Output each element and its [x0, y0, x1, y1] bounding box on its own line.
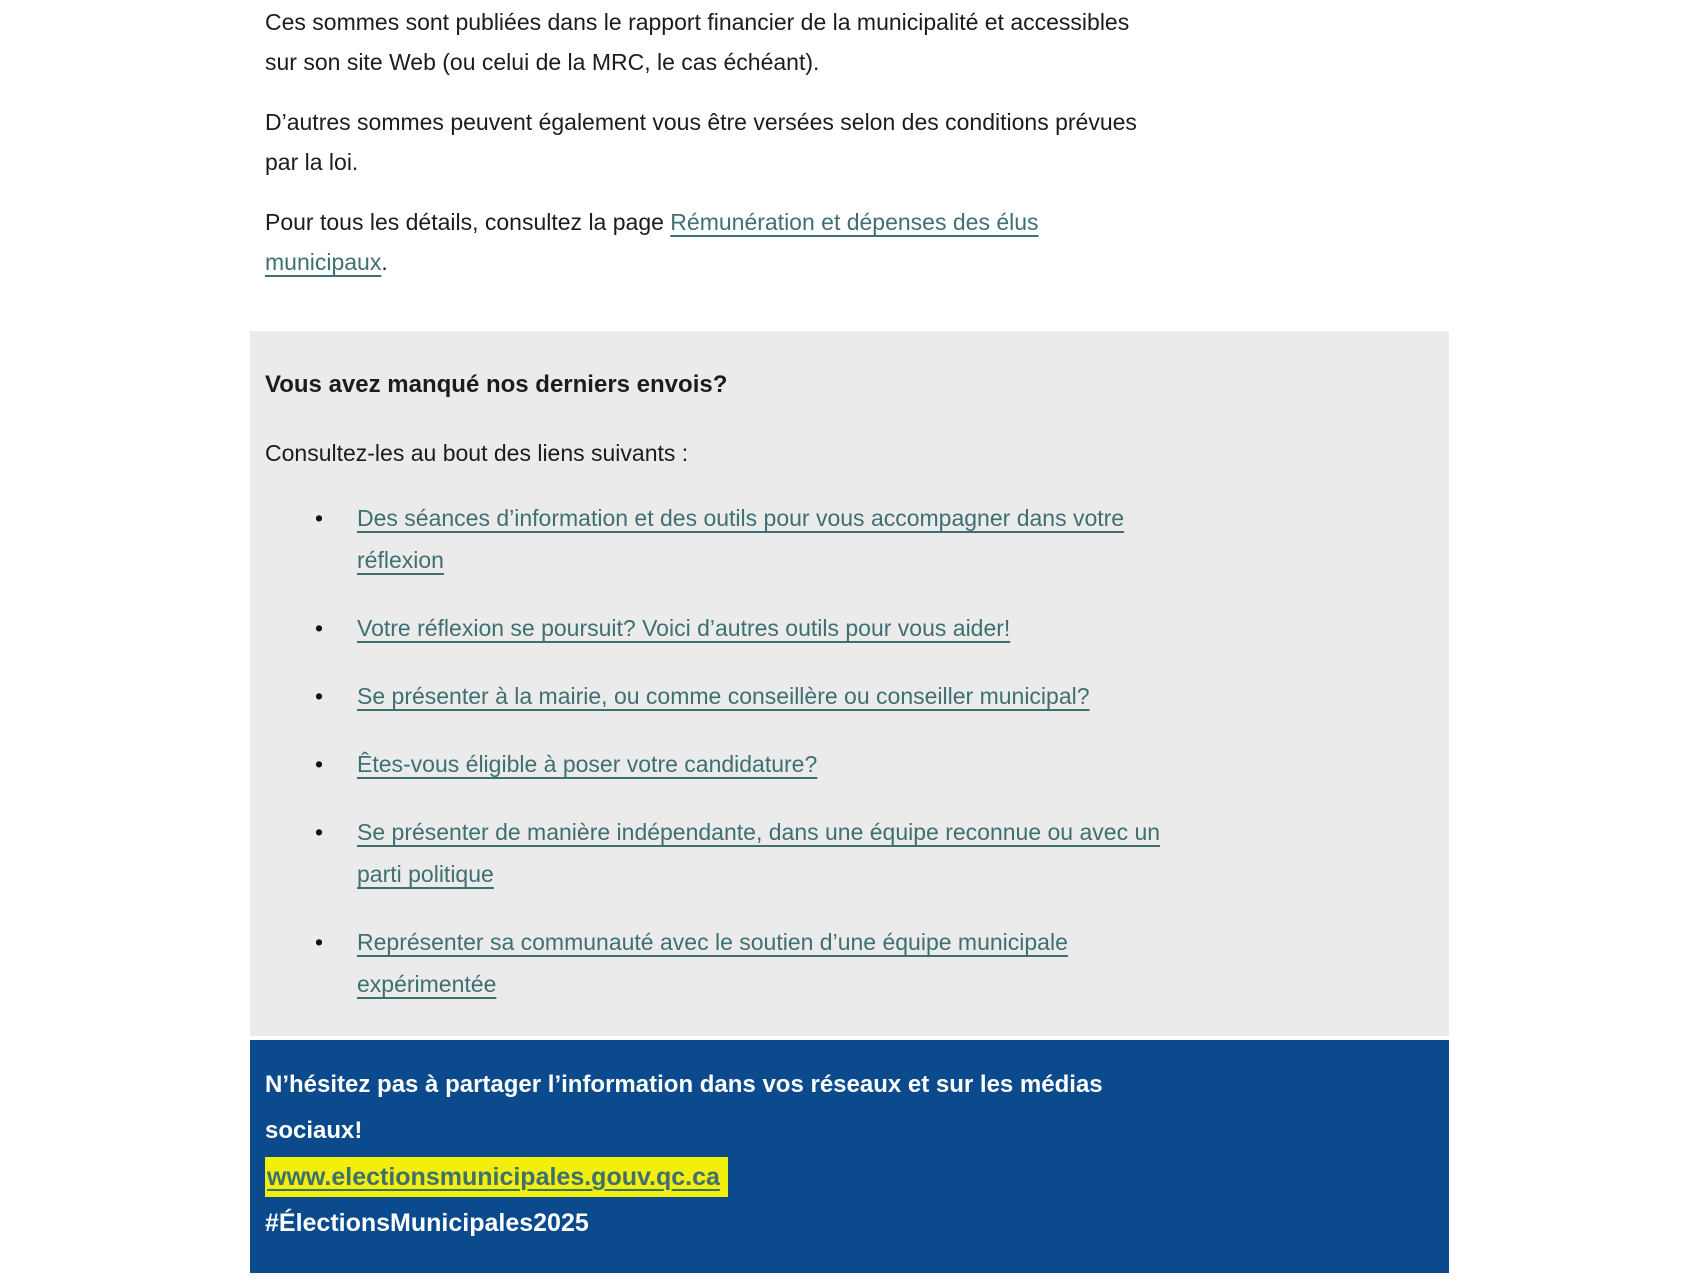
link-seances-information-wrap[interactable]: réflexion	[357, 547, 444, 573]
share-message-line: sociaux!	[265, 1117, 363, 1144]
link-presenter-independante-wrap[interactable]: parti politique	[357, 861, 494, 887]
missed-mailings-callout	[250, 331, 1449, 1036]
list-item	[315, 607, 1434, 649]
link-seances-information[interactable]: Des séances d’information et des outils pour vous accompagner dans votre	[357, 505, 1125, 531]
bullet-icon: •	[315, 751, 324, 777]
list-item	[315, 743, 1434, 785]
share-message-line: N’hésitez pas à partager l’information dans vos réseaux et sur les médias	[265, 1071, 1103, 1098]
paragraph-line: D’autres sommes peuvent également vous être versées selon des conditions prévues	[265, 109, 1137, 135]
list-item	[315, 497, 1434, 581]
list-item	[315, 675, 1434, 717]
link-presenter-independante[interactable]: Se présenter de manière indépendante, dans une équipe reconnue ou avec un	[357, 819, 1161, 845]
highlighted-link-line	[265, 1154, 1434, 1200]
paragraph-published-sums	[265, 2, 1365, 82]
sentence-period: .	[381, 249, 388, 275]
mailing-links-list	[315, 497, 1434, 1005]
bullet-icon: •	[315, 819, 324, 845]
link-eligible-candidature[interactable]: Êtes-vous éligible à poser votre candidature?	[357, 751, 818, 777]
link-reflexion-poursuit[interactable]: Votre réflexion se poursuit? Voici d’autres outils pour vous aider!	[357, 615, 1011, 641]
list-item	[315, 811, 1434, 895]
bullet-icon: •	[315, 683, 324, 709]
link-remuneration-depenses-wrap[interactable]: municipaux	[265, 249, 382, 275]
paragraph-line: par la loi.	[265, 149, 359, 175]
bullet-icon: •	[315, 615, 324, 641]
paragraph-line: sur son site Web (ou celui de la MRC, le cas échéant).	[265, 49, 820, 75]
callout-heading: Vous avez manqué nos derniers envois?	[265, 371, 728, 398]
campaign-hashtag: #ÉlectionsMunicipales2025	[265, 1209, 589, 1237]
bullet-icon: •	[315, 505, 324, 531]
paragraph-details	[265, 202, 1365, 282]
link-remuneration-depenses[interactable]: Rémunération et dépenses des élus	[670, 209, 1039, 235]
link-se-presenter-mairie[interactable]: Se présenter à la mairie, ou comme conseillère ou conseiller municipal?	[357, 683, 1090, 709]
link-representer-communaute[interactable]: Représenter sa communauté avec le soutien d’une équipe municipale	[357, 929, 1068, 955]
link-representer-communaute-wrap[interactable]: expérimentée	[357, 971, 497, 997]
paragraph-line: Pour tous les détails, consultez la page	[265, 209, 671, 235]
paragraph-line: Ces sommes sont publiées dans le rapport financier de la municipalité et accessibles	[265, 9, 1130, 35]
link-elections-municipales-site[interactable]: www.electionsmunicipales.gouv.qc.ca	[265, 1157, 728, 1197]
intro-section	[0, 0, 1365, 282]
callout-intro: Consultez-les au bout des liens suivants :	[265, 440, 689, 466]
bullet-icon: •	[315, 929, 324, 955]
list-item	[315, 921, 1434, 1005]
share-footer-banner	[250, 1040, 1449, 1273]
paragraph-other-sums	[265, 102, 1365, 182]
